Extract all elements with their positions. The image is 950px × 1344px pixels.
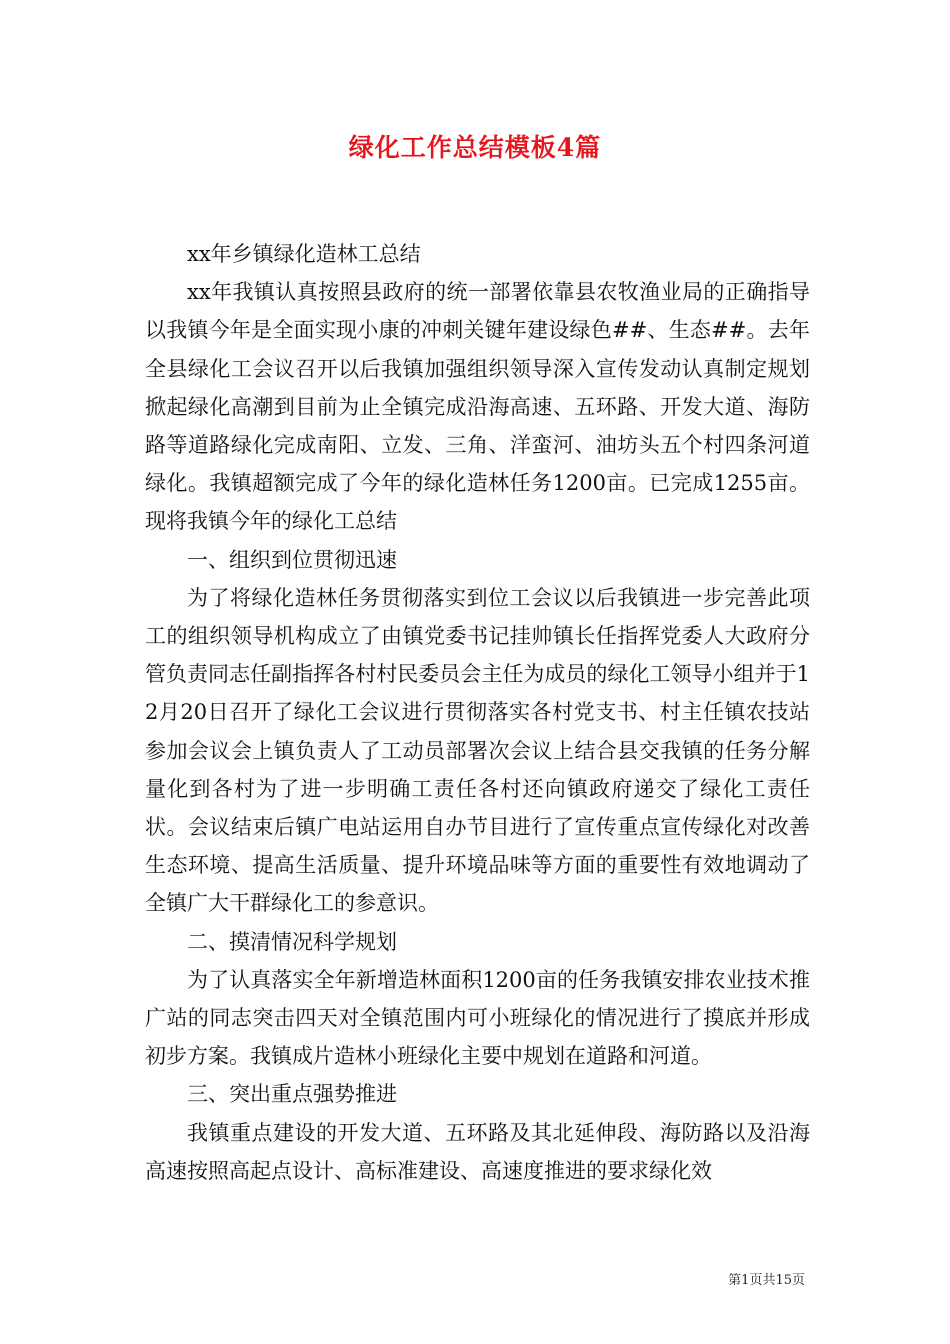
document-title: 绿化工作总结模板4篇 [348,133,602,162]
body-paragraph: 我镇重点建设的开发大道、五环路及其北延伸段、海防路以及沿海高速按照高起点设计、高标准建设、高速度推进的要求绿化效 [145,1120,810,1183]
section-heading: xx年乡镇绿化造林工总结 [187,242,421,266]
body-paragraph: xx年我镇认真按照县政府的统一部署依靠县农牧渔业局的正确指导以我镇今年是全面实现小康的冲刺关键年建设绿色##、生态##。去年全县绿化工会议召开以后我镇加强组织领导深入宣传发动认真制定规划掀起绿化高潮到目前为止全镇完成沿海高速、五环路、开发大道、海防路等道路绿化完成南阳、立发、三角、洋蛮河、油坊头五个村四条河道绿化。我镇超额完成了今年的绿化造林任务1200亩。已完成1255亩。现将我镇今年的绿化工总结 [145,280,810,534]
section-heading: 三、突出重点强势推进 [187,1082,397,1107]
page-number-footer: 第1页共15页 [728,1273,805,1288]
section-heading: 二、摸清情况科学规划 [187,929,397,954]
section-heading: 一、组织到位贯彻迅速 [187,547,397,572]
body-paragraph: 为了将绿化造林任务贯彻落实到位工会议以后我镇进一步完善此项工的组织领导机构成立了由镇党委书记挂帅镇长任指挥党委人大政府分管负责同志任副指挥各村村民委员会主任为成员的绿化工领导小组并于12月20日召开了绿化工会议进行贯彻落实各村党支书、村主任镇农技站参加会议会上镇负责人了工动员部署次会议上结合县交我镇的任务分解量化到各村为了进一步明确工责任各村还向镇政府递交了绿化工责任状。会议结束后镇广电站运用自办节目进行了宣传重点宣传绿化对改善生态环境、提高生活质量、提升环境品味等方面的重要性有效地调动了全镇广大干群绿化工的参意识。 [145,585,810,916]
body-paragraph: 为了认真落实全年新增造林面积1200亩的任务我镇安排农业技术推广站的同志突击四天对全镇范围内可小班绿化的情况进行了摸底并形成初步方案。我镇成片造林小班绿化主要中规划在道路和河道。 [145,967,810,1069]
document-body [145,235,810,1190]
